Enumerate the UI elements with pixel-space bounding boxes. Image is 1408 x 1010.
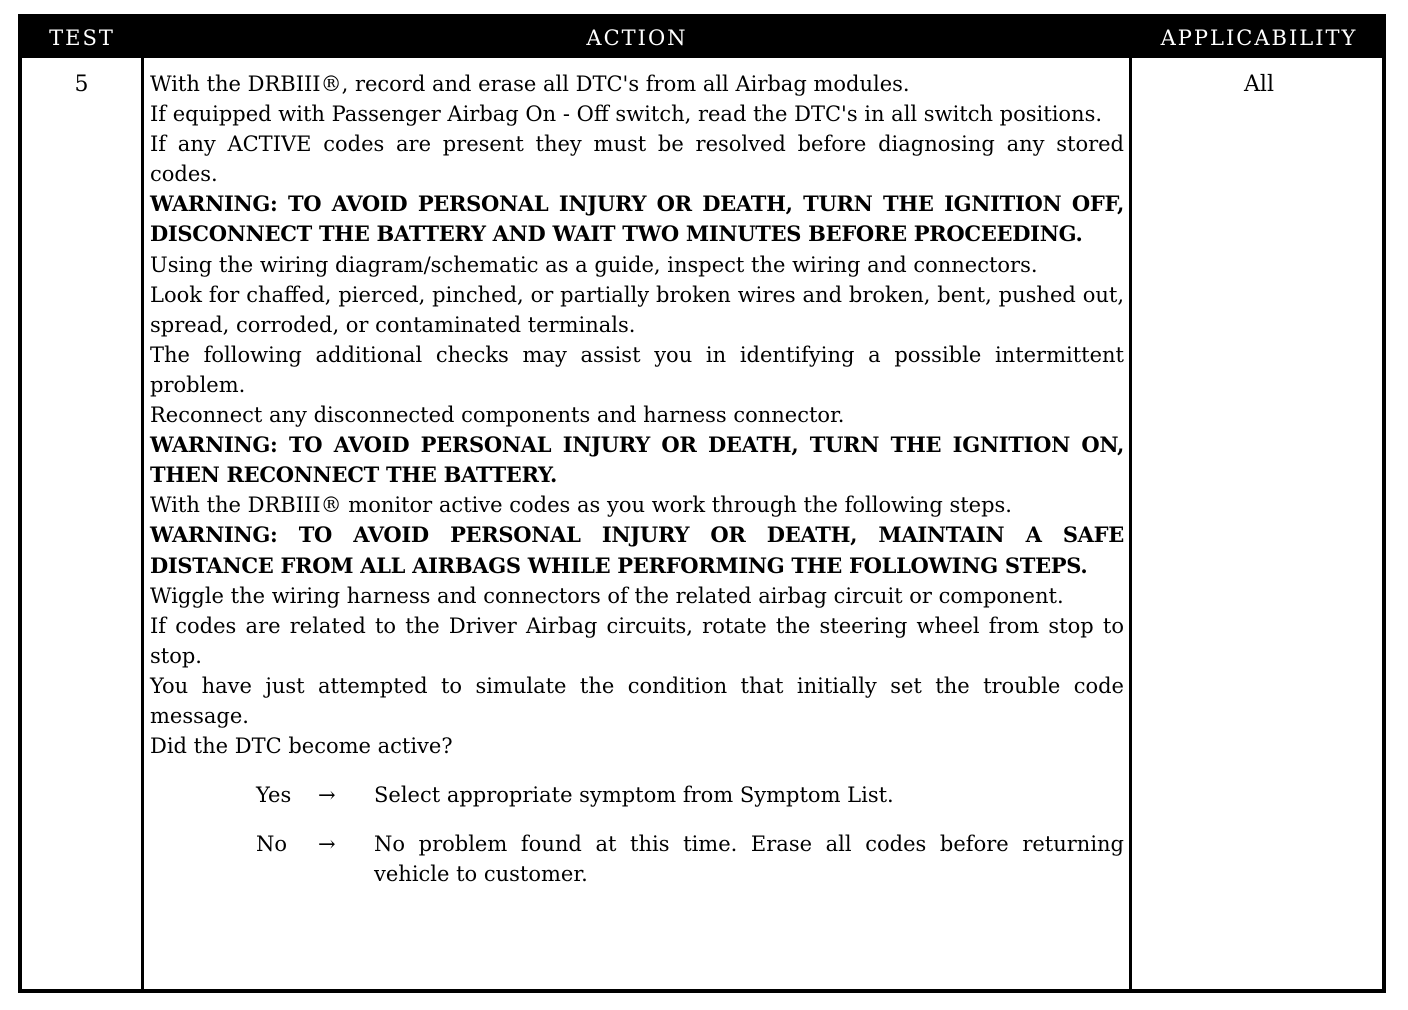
instruction-text: The following additional checks may assist you in identifying a possible intermittent problem.: [150, 342, 1124, 397]
warning-text: WARNING: TO AVOID PERSONAL INJURY OR DEATH, TURN THE IGNITION ON, THEN RECONNECT THE BATTERY.: [150, 432, 1124, 488]
diagnostic-test-table: [18, 14, 1386, 993]
table-header-row: [22, 18, 1382, 58]
test-number: 5: [74, 72, 89, 97]
answer-label: No: [256, 832, 288, 857]
warning-text: WARNING: TO AVOID PERSONAL INJURY OR DEATH, MAINTAIN A SAFE DISTANCE FROM ALL AIRBAGS WHILE PERFORMING THE FOLLOWING STEPS.: [150, 522, 1124, 578]
answer-text: No problem found at this time. Erase all codes before returning vehicle to customer.: [374, 832, 1124, 887]
action-blocks: [150, 69, 1124, 761]
instruction-text: If any ACTIVE codes are present they must be resolved before diagnosing any stored codes.: [150, 132, 1124, 187]
instruction-text: Look for chaffed, pierced, pinched, or partially broken wires and broken, bent, pushed out, spread, corroded, or contaminated terminals.: [150, 282, 1124, 337]
instruction-text: If codes are related to the Driver Airbag circuits, rotate the steering wheel from stop to stop.: [150, 613, 1124, 668]
arrow-right-icon: →: [318, 832, 336, 857]
answer-text: Select appropriate symptom from Symptom List.: [374, 783, 894, 808]
answer-label: Yes: [256, 783, 292, 808]
instruction-text: Reconnect any disconnected components and harness connector.: [150, 403, 845, 428]
instruction-text: With the DRBIII® monitor active codes as you work through the following steps.: [150, 493, 1012, 518]
table-row: [22, 58, 1382, 989]
instruction-text: Did the DTC become active?: [150, 734, 453, 759]
header-action: ACTION: [586, 26, 688, 50]
warning-text: WARNING: TO AVOID PERSONAL INJURY OR DEATH, TURN THE IGNITION OFF, DISCONNECT THE BATTERY AND WAIT TWO MINUTES BEFORE PROCEEDING.: [150, 191, 1124, 247]
instruction-text: You have just attempted to simulate the condition that initially set the trouble code message.: [150, 673, 1124, 728]
applicability-value: All: [1244, 72, 1274, 97]
column-divider: [1129, 58, 1132, 989]
instruction-text: Wiggle the wiring harness and connectors of the related airbag circuit or component.: [150, 583, 1064, 608]
action-cell: [150, 69, 1124, 908]
column-divider: [141, 58, 144, 989]
header-applicability: APPLICABILITY: [1160, 26, 1358, 50]
header-test: TEST: [49, 26, 115, 50]
instruction-text: With the DRBIII®, record and erase all DTC's from all Airbag modules.: [150, 72, 910, 96]
arrow-right-icon: →: [318, 783, 336, 808]
instruction-text: If equipped with Passenger Airbag On - Off switch, read the DTC's in all switch positions.: [150, 102, 1103, 127]
answer-row: [150, 829, 1124, 889]
answer-list: [150, 780, 1124, 889]
answer-row: [150, 780, 1124, 810]
instruction-text: Using the wiring diagram/schematic as a guide, inspect the wiring and connectors.: [150, 252, 1038, 277]
